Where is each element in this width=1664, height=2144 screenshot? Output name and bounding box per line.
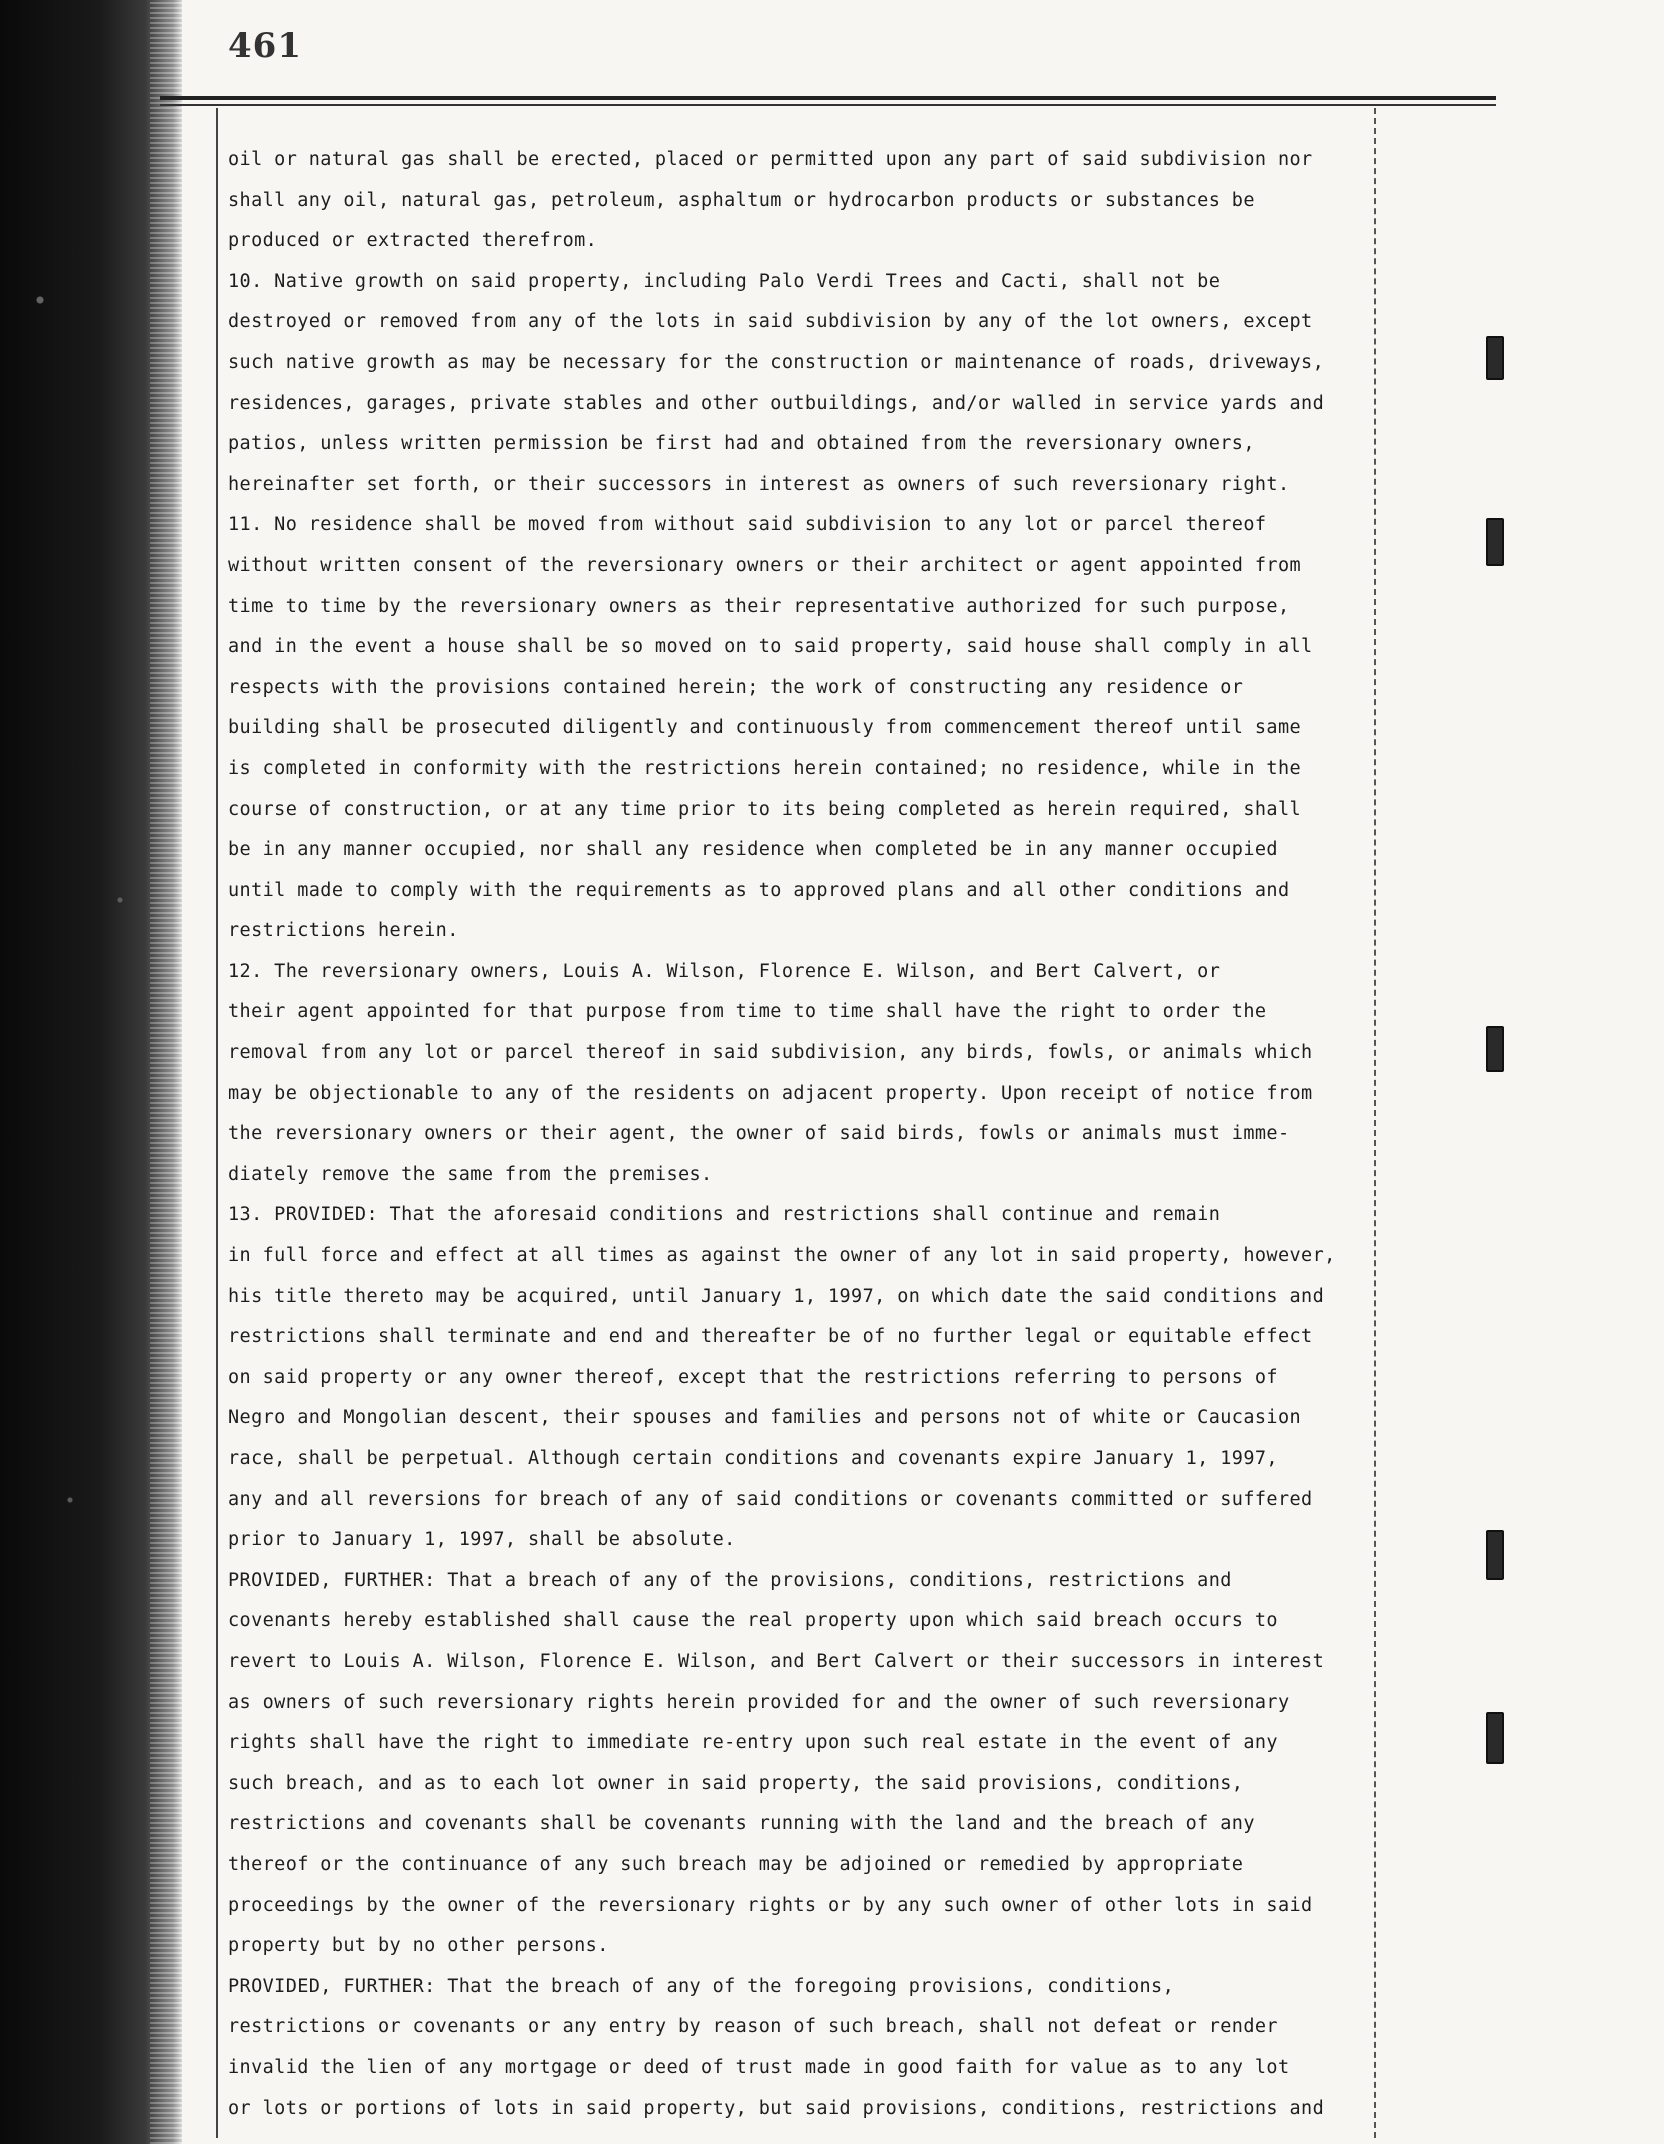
text-line: 11. No residence shall be moved from without said subdivision to any lot or parcel thereof <box>228 514 1267 536</box>
text-line: restrictions and covenants shall be covenants running with the land and the breach of any <box>228 1813 1255 1835</box>
header-rule-thin <box>160 104 1496 106</box>
scanner-edge-shadow <box>0 0 182 2144</box>
text-line: such native growth as may be necessary for the construction or maintenance of roads, driveways, <box>228 351 1325 373</box>
text-line: without written consent of the reversionary owners or their architect or agent appointed from <box>228 554 1302 576</box>
text-line: produced or extracted therefrom. <box>228 230 598 252</box>
text-line: PROVIDED, FURTHER: That the breach of any of the foregoing provisions, conditions, <box>228 1975 1175 1997</box>
text-line: residences, garages, private stables and other outbuildings, and/or walled in service yards and <box>228 392 1325 414</box>
text-line: shall any oil, natural gas, petroleum, asphaltum or hydrocarbon products or substances be <box>228 189 1255 211</box>
page-number: 461 <box>228 26 302 66</box>
text-line: 12. The reversionary owners, Louis A. Wilson, Florence E. Wilson, and Bert Calvert, or <box>228 960 1221 982</box>
text-line: the reversionary owners or their agent, the owner of said birds, fowls or animals must imme- <box>228 1123 1290 1145</box>
text-line: hereinafter set forth, or their successors in interest as owners of such reversionary right. <box>228 473 1290 495</box>
text-line: as owners of such reversionary rights herein provided for and the owner of such reversionary <box>228 1691 1290 1713</box>
margin-tab-mark <box>1486 336 1504 380</box>
text-line: invalid the lien of any mortgage or deed of trust made in good faith for value as to any lot <box>228 2056 1290 2078</box>
text-line: proceedings by the owner of the reversionary rights or by any such owner of other lots in said <box>228 1894 1313 1916</box>
text-line: be in any manner occupied, nor shall any residence when completed be in any manner occupied <box>228 839 1278 861</box>
text-line: Negro and Mongolian descent, their spouses and families and persons not of white or Caucasion <box>228 1407 1302 1429</box>
text-line: race, shall be perpetual. Although certain conditions and covenants expire January 1, 1997, <box>228 1448 1278 1469</box>
text-line: such breach, and as to each lot owner in said property, the said provisions, conditions, <box>228 1772 1244 1794</box>
text-line: building shall be prosecuted diligently and continuously from commencement thereof until same <box>228 717 1302 739</box>
text-line: his title thereto may be acquired, until January 1, 1997, on which date the said conditions and <box>228 1285 1325 1307</box>
left-margin-line <box>216 108 218 2138</box>
text-line: prior to January 1, 1997, shall be absolute. <box>228 1529 736 1551</box>
text-line: course of construction, or at any time prior to its being completed as herein required, shall <box>228 798 1302 820</box>
text-line: until made to comply with the requirements as to approved plans and all other conditions and <box>228 879 1290 901</box>
text-line: any and all reversions for breach of any of said conditions or covenants committed or suffered <box>228 1488 1313 1510</box>
text-line: their agent appointed for that purpose from time to time shall have the right to order the <box>228 1001 1267 1023</box>
text-line: is completed in conformity with the restrictions herein contained; no residence, while in the <box>228 757 1302 779</box>
text-line: time to time by the reversionary owners as their representative authorized for such purpose, <box>228 595 1290 617</box>
text-line: revert to Louis A. Wilson, Florence E. Wilson, and Bert Calvert or their successors in interest <box>228 1650 1325 1672</box>
text-line: removal from any lot or parcel thereof in said subdivision, any birds, fowls, or animals which <box>228 1042 1313 1064</box>
text-line: thereof or the continuance of any such breach may be adjoined or remedied by appropriate <box>228 1853 1244 1875</box>
text-line: PROVIDED, FURTHER: That a breach of any of the provisions, conditions, restrictions and <box>228 1569 1232 1591</box>
text-line: property but by no other persons. <box>228 1935 609 1957</box>
text-line: restrictions shall terminate and end and thereafter be of no further legal or equitable effect <box>228 1326 1313 1348</box>
margin-tab-mark <box>1486 1530 1504 1580</box>
text-line: 13. PROVIDED: That the aforesaid conditions and restrictions shall continue and remain <box>228 1204 1221 1226</box>
text-line: restrictions herein. <box>228 920 459 942</box>
text-line: destroyed or removed from any of the lots in said subdivision by any of the lot owners, except <box>228 311 1313 333</box>
document-body <box>228 140 1396 2129</box>
text-line: respects with the provisions contained herein; the work of constructing any residence or <box>228 676 1244 698</box>
margin-tab-mark <box>1486 1712 1504 1764</box>
text-line: covenants hereby established shall cause the real property upon which said breach occurs to <box>228 1610 1278 1632</box>
text-line: on said property or any owner thereof, except that the restrictions referring to persons of <box>228 1366 1278 1388</box>
text-line: in full force and effect at all times as against the owner of any lot in said property, however, <box>228 1245 1336 1267</box>
text-line: diately remove the same from the premises. <box>228 1163 713 1185</box>
text-line: oil or natural gas shall be erected, placed or permitted upon any part of said subdivision nor <box>228 149 1313 170</box>
text-line: may be objectionable to any of the residents on adjacent property. Upon receipt of notice from <box>228 1082 1313 1104</box>
text-line: or lots or portions of lots in said property, but said provisions, conditions, restrictions and <box>228 2097 1325 2119</box>
text-line: and in the event a house shall be so moved on to said property, said house shall comply in all <box>228 636 1313 658</box>
header-rule <box>160 96 1496 100</box>
margin-tab-mark <box>1486 1026 1504 1072</box>
text-line: restrictions or covenants or any entry by reason of such breach, shall not defeat or render <box>228 2016 1278 2038</box>
text-line: 10. Native growth on said property, including Palo Verdi Trees and Cacti, shall not be <box>228 270 1221 292</box>
text-line: patios, unless written permission be first had and obtained from the reversionary owners, <box>228 433 1255 455</box>
text-line: rights shall have the right to immediate re-entry upon such real estate in the event of any <box>228 1732 1278 1754</box>
margin-tab-mark <box>1486 518 1504 566</box>
